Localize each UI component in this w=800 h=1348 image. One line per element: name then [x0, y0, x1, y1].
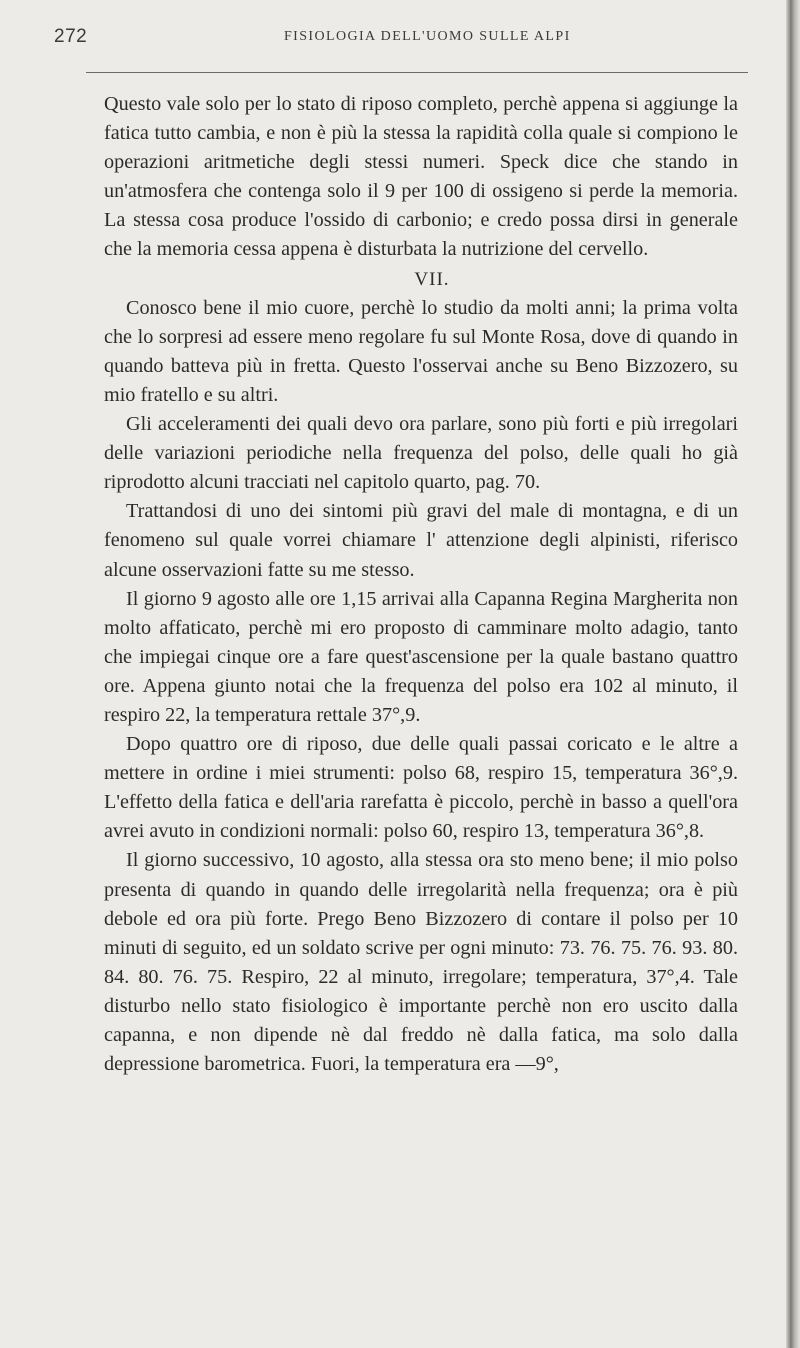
paragraph: Dopo quattro ore di riposo, due delle quali passai coricato e le altre a mettere in ordine i miei strumenti: polso 68, respiro 15, temperatura 36°,9. L'effetto della fatica e dell'aria rarefatta è piccolo, perchè in basso a quell'ora avrei avuto in condizioni normali: polso 60, respiro 13, temperatura 36°,8. — [104, 733, 738, 843]
running-head: FISIOLOGIA DELL'UOMO SULLE ALPI — [284, 29, 571, 44]
section-heading: VII. — [414, 268, 450, 290]
page-number: 272 — [54, 26, 88, 47]
paragraph: Il giorno successivo, 10 agosto, alla stessa ora sto meno bene; il mio polso presenta di quando in quando delle irregolarità nella frequenza; ora è più debole ed ora più forte. Prego Beno Bizzozero di contare il polso per 10 minuti di seguito, ed un soldato scrive per ogni minuto: 73. 76. 75. 76. 93. 80. 84. 80. 76. 75. Respiro, 22 al minuto, irregolare; temperatura, 37°,4. Tale disturbo nello stato fisiologico è importante perchè non ero uscito dalla capanna, e non dipende nè dal freddo nè dalla fatica, ma solo dalla depressione barometrica. Fuori, la temperatura era —9°, — [104, 849, 738, 1076]
paragraph: Il giorno 9 agosto alle ore 1,15 arrivai alla Capanna Regina Margherita non molto affaticato, perchè mi ero proposto di camminare molto adagio, tanto che impiegai cinque ore a fare quest'ascensione per la quale bastano quattro ore. Appena giunto notai che la frequenza del polso era 102 al minuto, il respiro 22, la temperatura rettale 37°,9. — [104, 587, 738, 726]
paragraph: Trattandosi di uno dei sintomi più gravi del male di montagna, e di un fenomeno sul quale vorrei chiamare l' attenzione degli alpinisti, riferisco alcune osservazioni fatte su me stesso. — [104, 500, 738, 581]
paragraph: Gli acceleramenti dei quali devo ora parlare, sono più forti e più irregolari delle variazioni periodiche nella frequenza del polso, delle quali ho già riprodotto alcuni tracciati nel capitolo quarto, pag. 70. — [104, 413, 738, 494]
page-header — [38, 26, 770, 56]
intro-paragraph: Questo vale solo per lo stato di riposo completo, perchè appena si aggiunge la fatica tutto cambia, e non è più la stessa la rapidità colla quale si compiono le operazioni aritmetiche degli stessi numeri. Speck dice che stando in un'atmosfera che contenga solo il 9 per 100 di ossigeno si perde la memoria. La stessa cosa produce l'ossido di carbonio; e credo possa dirsi in generale che la memoria cessa appena è disturbata la nutrizione del cervello. — [104, 93, 738, 261]
body-text — [104, 90, 738, 1079]
paragraph: Conosco bene il mio cuore, perchè lo studio da molti anni; la prima volta che lo sorpresi ad essere meno regolare fu sul Monte Rosa, dove di quando in quando batteva più in fretta. Questo l'osservai anche su Beno Bizzozero, su mio fratello e su altri. — [104, 296, 738, 406]
page-edge-shadow — [786, 0, 800, 1348]
header-rule — [86, 72, 748, 73]
